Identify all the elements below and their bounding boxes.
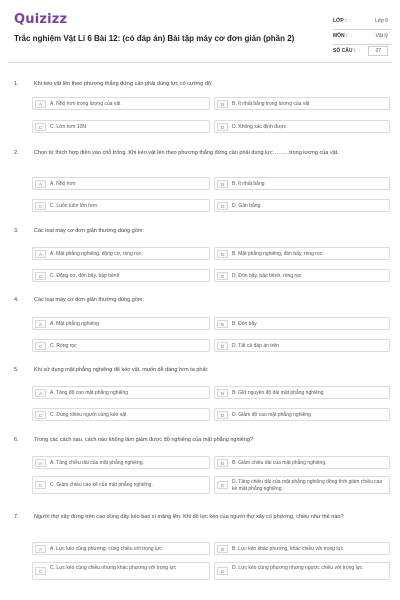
- option-letter-badge: C: [35, 411, 46, 419]
- option-text: D. Tất cả đáp án trên: [232, 343, 279, 349]
- option-d[interactable]: [214, 120, 390, 133]
- option-text: D. Lực kéo cùng phương nhưng ngược chiều với trọng lực: [232, 565, 363, 571]
- option-letter-badge: A: [35, 100, 46, 108]
- option-text: A. Mặt phẳng nghiêng: [50, 321, 99, 327]
- option-b[interactable]: [214, 542, 390, 555]
- option-text: D. Gần bằng: [232, 203, 261, 209]
- question-number: 3.: [14, 228, 19, 234]
- option-letter-badge: D: [217, 123, 228, 131]
- option-letter-badge: A: [35, 320, 46, 328]
- option-letter-badge: B: [217, 459, 228, 467]
- option-text: A. Lực kéo cùng phương, cùng chiều với trọng lực: [50, 546, 162, 552]
- option-a[interactable]: [32, 317, 210, 330]
- option-b[interactable]: [214, 456, 390, 469]
- meta-key: MÔN :: [333, 33, 348, 39]
- option-text: C. Động cơ, đòn bẩy, bập bênh: [50, 273, 120, 279]
- option-letter-badge: A: [35, 180, 46, 188]
- option-letter-badge: B: [217, 180, 228, 188]
- option-text: A. Tăng độ cao mặt phẳng nghiêng: [50, 390, 129, 396]
- option-letter-badge: C: [35, 481, 46, 489]
- option-text: D. Đòn bẩy, bập bênh, ròng rọc: [232, 273, 302, 279]
- option-letter-badge: D: [217, 567, 228, 575]
- option-letter-badge: C: [35, 272, 46, 280]
- question-text: Các loại máy cơ đơn giản thường dùng gồm:: [34, 228, 144, 234]
- option-text: C. Lực kéo cùng chiều nhưng khác phương với trọng lực: [50, 565, 177, 571]
- option-d[interactable]: [214, 476, 390, 494]
- option-letter-badge: A: [35, 389, 46, 397]
- option-text: B. Ít nhất bằng: [232, 181, 265, 187]
- option-text: D. Không xác định được: [232, 124, 287, 130]
- option-text: C. Lớn hơn 10N: [50, 124, 87, 130]
- meta-row-subject: [333, 30, 391, 45]
- question-number: 4.: [14, 297, 19, 303]
- question-number: 6.: [14, 437, 19, 443]
- question-number: 1.: [14, 81, 19, 87]
- option-text: B. Lực kéo khác phương, khác chiều với trọng lực: [232, 546, 344, 552]
- question-number: 5.: [14, 367, 19, 373]
- option-text: B. Đòn bẩy: [232, 321, 257, 327]
- option-letter-badge: C: [35, 123, 46, 131]
- question-text: Khi sử dụng mặt phẳng nghiêng để kéo vật, muốn dễ dàng hơn ta phải:: [34, 367, 209, 373]
- option-text: A. Tăng chiều dài của mặt phẳng nghiêng.: [50, 460, 144, 466]
- option-letter-badge: B: [217, 250, 228, 258]
- option-letter-badge: A: [35, 459, 46, 467]
- option-letter-badge: D: [217, 202, 228, 210]
- quiz-meta-panel: [333, 15, 391, 60]
- option-a[interactable]: [32, 177, 210, 190]
- meta-key: SỐ CÂU :: [333, 48, 356, 54]
- question-text: Người thợ xây đứng trên cao dùng dây kéo bao xi măng lên. Khi đó lực kéo của người thợ xây có phương, chiều như thế nào?: [34, 514, 344, 520]
- option-letter-badge: B: [217, 320, 228, 328]
- option-a[interactable]: [32, 456, 210, 469]
- option-letter-badge: B: [217, 545, 228, 553]
- option-c[interactable]: [32, 408, 210, 421]
- option-letter-badge: C: [35, 202, 46, 210]
- option-text: B. Giảm chiều dài của mặt phẳng nghiêng.: [232, 460, 327, 466]
- meta-row-question-count: [333, 45, 391, 60]
- meta-value: Lớp 6: [374, 18, 388, 24]
- option-c[interactable]: [32, 120, 210, 133]
- option-letter-badge: C: [35, 342, 46, 350]
- option-d[interactable]: [214, 199, 390, 212]
- question-text: Chọn từ thích hợp điền vào chỗ trống. Khi kéo vật lên theo phương thẳng đứng cần phải dùng lực………trọng lượng của vật.: [34, 150, 339, 156]
- header-divider: [8, 62, 392, 63]
- option-b[interactable]: [214, 97, 390, 110]
- option-b[interactable]: [214, 247, 390, 260]
- option-text: C. Ròng rọc: [50, 343, 77, 349]
- option-c[interactable]: [32, 339, 210, 352]
- option-text: C. Luôn luôn lớn hơn: [50, 203, 98, 209]
- option-text: A. Mặt phẳng nghiêng, động cơ, ròng rọc: [50, 251, 142, 257]
- option-b[interactable]: [214, 317, 390, 330]
- option-text: D. Tăng chiều dài của mặt phẳng nghiêng đồng thời giảm chiều cao kê mặt phẳng nghiêng.: [232, 479, 383, 492]
- meta-key: LỚP :: [333, 18, 347, 24]
- option-a[interactable]: [32, 542, 210, 555]
- meta-value: Vật lý: [375, 33, 388, 39]
- option-a[interactable]: [32, 386, 210, 399]
- option-letter-badge: A: [35, 250, 46, 258]
- option-b[interactable]: [214, 386, 390, 399]
- option-letter-badge: B: [217, 389, 228, 397]
- option-c[interactable]: [32, 562, 210, 580]
- option-letter-badge: D: [217, 272, 228, 280]
- option-d[interactable]: [214, 408, 390, 421]
- question-number: 7.: [14, 514, 19, 520]
- option-text: B. Giữ nguyên độ dài mặt phẳng nghiêng: [232, 390, 324, 396]
- question-text: Trong các cách sau, cách nào không làm giảm được độ nghiêng của mặt phẳng nghiêng?: [34, 437, 253, 443]
- option-letter-badge: D: [217, 481, 228, 489]
- option-text: A. Nhỏ hơn: [50, 181, 76, 187]
- page-title: Trắc nghiệm Vật Lí 6 Bài 12: (có đáp án) Bài tập máy cơ đơn giản (phần 2): [14, 34, 295, 43]
- option-text: C. Dùng nhiều người cùng kéo vật: [50, 412, 127, 418]
- option-a[interactable]: [32, 247, 210, 260]
- option-letter-badge: C: [35, 567, 46, 575]
- option-letter-badge: D: [217, 342, 228, 350]
- option-d[interactable]: [214, 339, 390, 352]
- option-letter-badge: D: [217, 411, 228, 419]
- option-d[interactable]: [214, 562, 390, 580]
- option-c[interactable]: [32, 269, 210, 282]
- option-c[interactable]: [32, 476, 210, 494]
- quizizz-logo: Quizizz: [14, 12, 68, 27]
- option-text: D. Giảm độ cao mặt phẳng nghiêng: [232, 412, 311, 418]
- option-text: A. Nhỏ hơn trọng lượng của vật: [50, 101, 121, 107]
- question-text: Các loại máy cơ đơn giản thường dùng gồm:: [34, 297, 144, 303]
- meta-row-grade: [333, 15, 391, 30]
- question-number: 2.: [14, 150, 19, 156]
- option-text: B. Mặt phẳng nghiêng, đòn bẩy, ròng rọc: [232, 251, 323, 257]
- option-letter-badge: B: [217, 100, 228, 108]
- meta-value: 27: [368, 46, 388, 56]
- option-d[interactable]: [214, 269, 390, 282]
- option-text: B. Ít nhất bằng trọng lượng của vật: [232, 101, 310, 107]
- option-a[interactable]: [32, 97, 210, 110]
- option-letter-badge: A: [35, 545, 46, 553]
- option-b[interactable]: [214, 177, 390, 190]
- question-text: Khi kéo vật lên theo phương thẳng đứng cần phải dùng lực có cường độ:: [34, 81, 213, 87]
- option-c[interactable]: [32, 199, 210, 212]
- option-text: C. Giảm chiều cao kê của mặt phẳng nghiêng.: [50, 482, 153, 488]
